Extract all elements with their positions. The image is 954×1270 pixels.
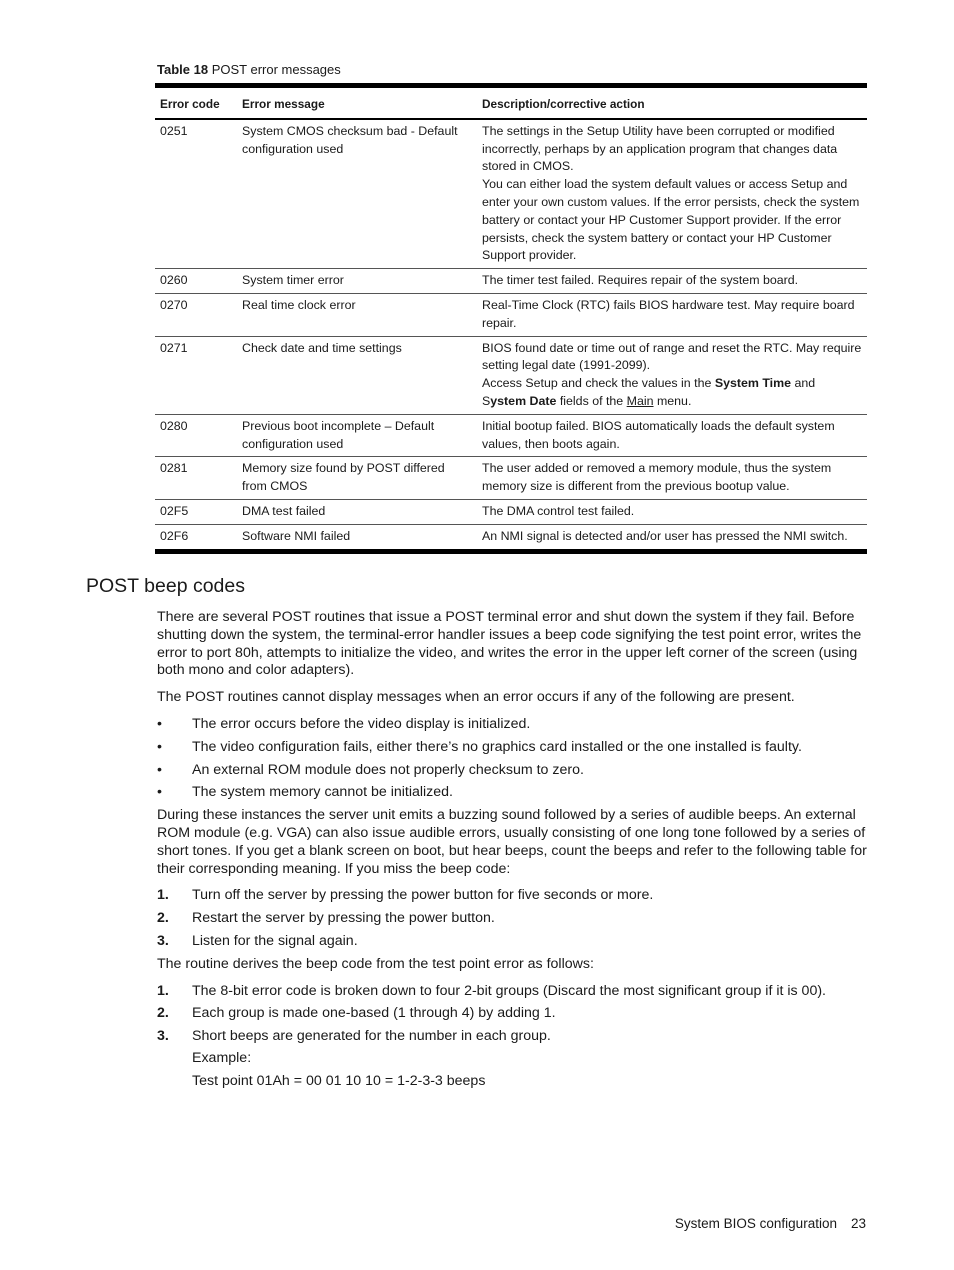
list-item: [157, 983, 869, 1001]
cell-message: DMA test failed: [237, 499, 477, 524]
footer-title: System BIOS configuration: [674, 1216, 837, 1231]
table-row: [155, 336, 867, 414]
list-item: [157, 1005, 869, 1023]
list-item-text: Short beeps are generated for the number in each group.: [192, 1028, 551, 1045]
list-item-text: The 8-bit error code is broken down to four 2-bit groups (Discard the most significant group if it is 00).: [192, 982, 826, 999]
rich-mid2: fields of the: [556, 393, 627, 408]
list-item: [157, 933, 869, 951]
description-line-rich: [482, 375, 862, 411]
description-line: Real-Time Clock (RTC) fails BIOS hardware test. May require board repair.: [482, 297, 855, 330]
table-header-row: [155, 86, 867, 119]
cell-description: [477, 457, 867, 500]
cell-description: [477, 499, 867, 524]
paragraph: The POST routines cannot display messages when an error occurs if any of the following are present.: [157, 689, 795, 706]
description-line: The settings in the Setup Utility have been corrupted or modified incorrectly, perhaps by an application program that changes data stored in CMOS.: [482, 123, 838, 174]
description-line: An NMI signal is detected and/or user has pressed the NMI switch.: [482, 528, 848, 543]
list-item-text: Each group is made one-based (1 through 4) by adding 1.: [192, 1005, 556, 1022]
table-row: [155, 457, 867, 500]
cell-code: 0260: [155, 269, 237, 294]
list-item: [157, 762, 869, 780]
paragraph: During these instances the server unit emits a buzzing sound followed by a series of audible beeps. An external ROM module (e.g. VGA) can also issue audible errors, usually consisting of one long tone followed by a series of short tones. If you get a blank screen on boot, but hear beeps, count the beeps and refer to the following table for their corresponding meaning. If you miss the beep code:: [157, 807, 867, 877]
paragraph: There are several POST routines that issue a POST terminal error and shut down the system if they fail. Before shutting down the system, the terminal-error handler issues a beep code signifying the test point error, writes the error to port 80h, attempts to initialize the video, and writes the error in the upper left corner of the screen (using both mono and color adapters).: [157, 609, 862, 679]
table-row: [155, 269, 867, 294]
example-block: [192, 1050, 869, 1091]
header-error-message: Error message: [237, 86, 477, 119]
section-heading: POST beep codes: [86, 575, 245, 597]
list-item: [157, 910, 869, 928]
cell-description: [477, 414, 867, 457]
example-text: Test point 01Ah = 00 01 10 10 = 1-2-3-3 beeps: [192, 1072, 486, 1089]
paragraph: The routine derives the beep code from the test point error as follows:: [157, 955, 594, 972]
list-item-text: An external ROM module does not properly checksum to zero.: [192, 761, 584, 778]
description-line: You can either load the system default values or access Setup and enter your own custom values. If the error persists, check the system battery or contact your HP Customer Support provider. If the error persists, check the system battery or contact your HP Customer Support provider.: [482, 177, 860, 263]
cell-message: Check date and time settings: [237, 336, 477, 414]
list-item: [157, 887, 869, 905]
bullet-marker: •: [157, 738, 162, 755]
description-line: The timer test failed. Requires repair of the system board.: [482, 273, 799, 288]
cell-code: 02F6: [155, 524, 237, 551]
step-number: 3.: [157, 932, 169, 949]
cell-description: [477, 293, 867, 336]
list-item-text: The error occurs before the video display is initialized.: [192, 715, 531, 732]
table-caption: [157, 62, 341, 77]
bullet-list: [157, 716, 869, 802]
step-number: 2.: [157, 910, 169, 927]
header-description: Description/corrective action: [477, 86, 867, 119]
rich-bold-system-time: System Time: [714, 376, 792, 391]
table-caption-label: Table 18: [157, 62, 209, 77]
table-row: [155, 524, 867, 551]
step-number: 1.: [157, 982, 169, 999]
description-line: The user added or removed a memory module, thus the system memory size is different from the previous bootup value.: [482, 461, 832, 494]
rich-bold-system-date: ystem Date: [490, 393, 557, 408]
bullet-marker: •: [157, 784, 162, 801]
list-item-text: The video configuration fails, either there’s no graphics card installed or the one installed is faulty.: [192, 738, 802, 755]
cell-code: 0251: [155, 119, 237, 269]
cell-code: 0280: [155, 414, 237, 457]
list-item-text: Turn off the server by pressing the power button for five seconds or more.: [192, 887, 654, 904]
cell-message: Software NMI failed: [237, 524, 477, 551]
cell-code: 02F5: [155, 499, 237, 524]
list-item-text: The system memory cannot be initialized.: [192, 784, 454, 801]
rich-mid1: and S: [482, 376, 816, 408]
cell-code: 0271: [155, 336, 237, 414]
cell-message: Real time clock error: [237, 293, 477, 336]
cell-message: System CMOS checksum bad - Default configuration used: [237, 119, 477, 269]
bullet-marker: •: [157, 715, 162, 732]
table-row: [155, 414, 867, 457]
numbered-list-derive: [157, 983, 869, 1091]
section-body: [157, 609, 869, 1096]
list-item: [157, 739, 869, 757]
rich-pre: Access Setup and check the values in the: [482, 376, 715, 391]
list-item: [157, 784, 869, 802]
rich-underline-main: Main: [626, 393, 654, 408]
example-label: Example:: [192, 1049, 252, 1066]
table-row: [155, 499, 867, 524]
rich-post: menu.: [653, 393, 692, 408]
post-error-table: [155, 83, 867, 554]
list-item: [157, 1028, 869, 1090]
step-number: 1.: [157, 887, 169, 904]
table-row: [155, 293, 867, 336]
cell-description: [477, 269, 867, 294]
numbered-list-steps: [157, 887, 869, 950]
step-number: 3.: [157, 1028, 169, 1045]
description-line: The DMA control test failed.: [482, 503, 635, 518]
cell-description: [477, 336, 867, 414]
table-caption-text: POST error messages: [211, 62, 341, 77]
header-error-code: Error code: [155, 86, 237, 119]
page-number: 23: [850, 1216, 866, 1231]
page-footer: [675, 1216, 866, 1231]
bullet-marker: •: [157, 761, 162, 778]
cell-message: Memory size found by POST differed from CMOS: [237, 457, 477, 500]
list-item-text: Listen for the signal again.: [192, 932, 358, 949]
cell-code: 0270: [155, 293, 237, 336]
list-item-text: Restart the server by pressing the power button.: [192, 910, 495, 927]
cell-code: 0281: [155, 457, 237, 500]
description-line: Initial bootup failed. BIOS automatically loads the default system values, then boots again.: [482, 418, 835, 451]
cell-description: [477, 119, 867, 269]
table-row: [155, 119, 867, 269]
cell-message: System timer error: [237, 269, 477, 294]
description-line: BIOS found date or time out of range and reset the RTC. May require setting legal date (1991-2099).: [482, 340, 862, 373]
list-item: [157, 716, 869, 734]
cell-message: Previous boot incomplete – Default configuration used: [237, 414, 477, 457]
cell-description: [477, 524, 867, 551]
step-number: 2.: [157, 1005, 169, 1022]
